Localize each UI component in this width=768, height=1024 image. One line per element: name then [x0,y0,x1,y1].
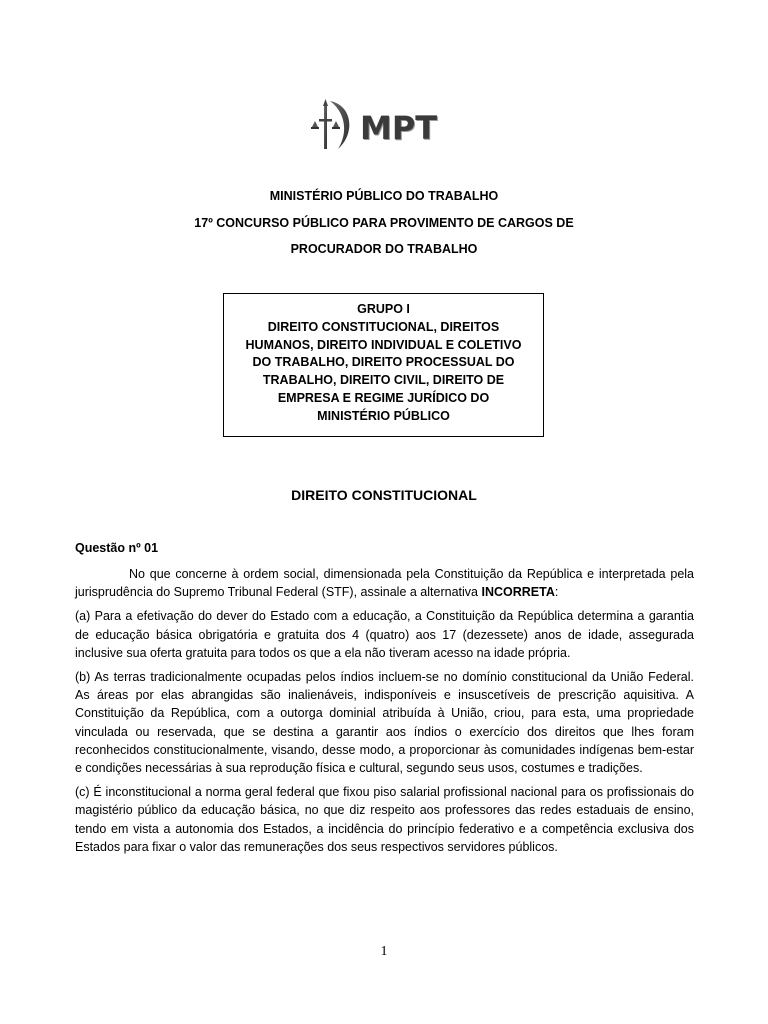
page-number: 1 [380,944,388,959]
option-c: (c) É inconstitucional a norma geral federal que fixou piso salarial profissional nacional para os profissionais do magistério público da educação básica, no que diz respeito aos professores das redes estaduais de ensino, tendo em vista a autonomia dos Estados, a incidência do princípio federativo e a competência exclusiva dos Estados para fixar o valor das remunerações dos seus respectivos servidores públicos. [75,785,694,854]
question-title: Questão nº 01 [75,541,159,555]
question-intro-emphasis: INCORRETA [481,585,555,600]
group-box-line: TRABALHO, DIREITO CIVIL, DIREITO DE [262,373,505,388]
group-box [223,293,544,437]
scales-of-justice-icon [308,97,358,155]
mpt-logo [308,96,458,156]
section-title: DIREITO CONSTITUCIONAL [291,487,477,503]
logo-text: MPT [360,109,438,147]
question-intro-text: No que concerne à ordem social, dimensionada pela Constituição da República e interpretada pela jurisprudência do Supremo Tribunal Federal (STF), assinale a alternativa [75,567,694,600]
header-line: MINISTÉRIO PÚBLICO DO TRABALHO [269,189,499,203]
question-intro-suffix: : [554,585,559,600]
group-box-line: GRUPO I [357,302,410,316]
option-b: (b) As terras tradicionalmente ocupadas pelos índios incluem-se no domínio constitucional da União Federal. As áreas por elas abrangidas são inalienáveis, indisponíveis e insuscetíveis de prescrição aquisitiva. A Constituição da República, com a outorga dominial atribuída à União, criou, para esta, uma propriedade vinculada ou reservada, que se destina a garantir aos índios o exercício dos direitos que lhes foram reconhecidos constitucionalmente, visando, desse modo, a proporcionar às comunidades indígenas bem-estar e condições necessárias à sua reprodução física e cultural, segundo seus usos, costumes e tradições. [75,670,694,776]
group-box-line: EMPRESA E REGIME JURÍDICO DO [277,390,490,405]
document-header [0,183,768,263]
header-line: 17º CONCURSO PÚBLICO PARA PROVIMENTO DE CARGOS DE [194,215,574,230]
group-box-line: DO TRABALHO, DIREITO PROCESSUAL DO [252,355,515,370]
group-box-line: HUMANOS, DIREITO INDIVIDUAL E COLETIVO [245,337,522,352]
group-box-line: DIREITO CONSTITUCIONAL, DIREITOS [267,319,500,334]
group-box-line: MINISTÉRIO PÚBLICO [317,408,450,423]
question-intro [75,565,694,601]
question-body [75,565,694,862]
header-line: PROCURADOR DO TRABALHO [290,242,478,256]
option-a: (a) Para a efetivação do dever do Estado com a educação, a Constituição da República determina a garantia de educação básica obrigatória e gratuita dos 4 (quatro) aos 17 (dezessete) anos de idade, assegurada inclusive sua oferta gratuita para todos os que a ela não tiveram acesso na idade própria. [75,609,694,660]
